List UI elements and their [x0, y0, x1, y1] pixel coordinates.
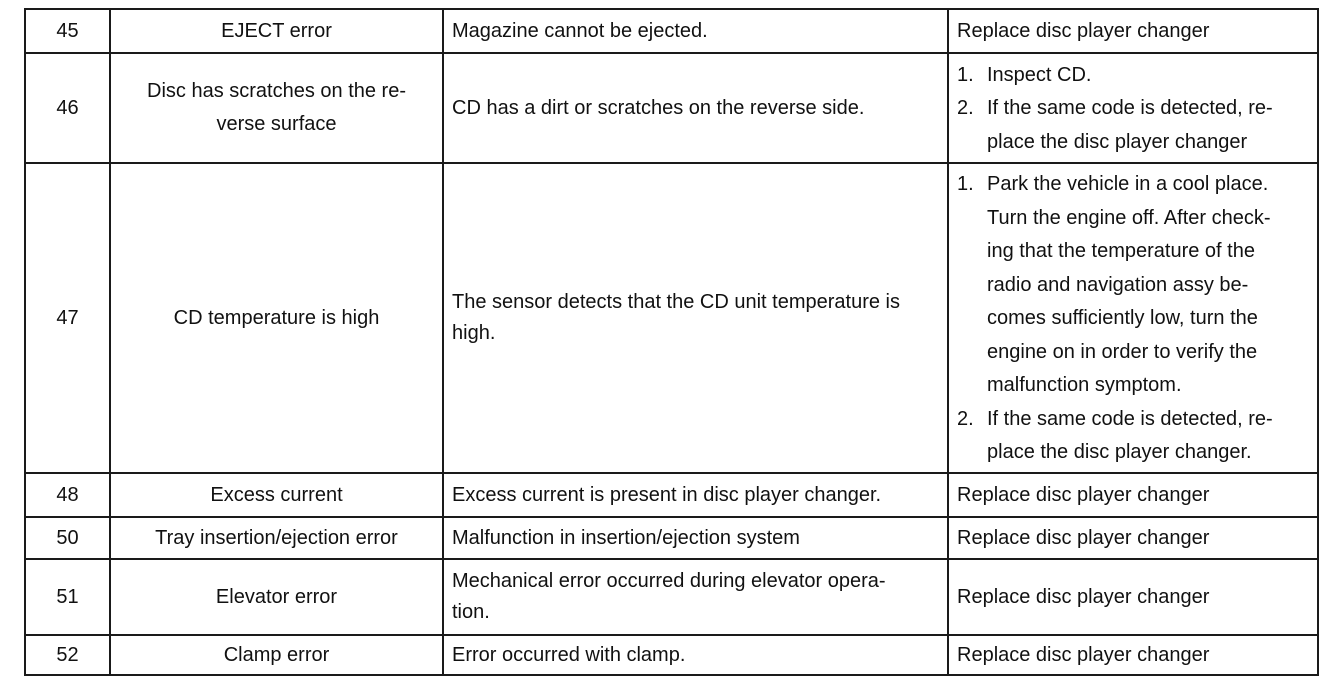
dtc-code: 45 — [25, 9, 110, 53]
step-text: If the same code is detected, re- place the disc player changer. — [987, 407, 1273, 464]
step-number: 1. — [957, 63, 974, 86]
action-steps — [957, 164, 1309, 472]
detection-detail: The sensor detects that the CD unit temperature is high. — [443, 163, 948, 473]
action-step — [957, 92, 1309, 159]
diagnosis-item-line: Disc has scratches on the re- — [147, 80, 406, 102]
detection-detail: Malfunction in insertion/ejection system — [443, 517, 948, 559]
dtc-table — [24, 8, 1319, 676]
table-row — [25, 9, 1318, 53]
action-step — [957, 168, 1309, 403]
step-number: 1. — [957, 173, 974, 196]
action-text: Replace disc player changer — [948, 635, 1318, 675]
dtc-code: 47 — [25, 163, 110, 473]
detection-detail-line: Mechanical error occurred during elevator opera- — [452, 570, 886, 592]
step-text-line: place the disc player changer — [987, 130, 1248, 153]
dtc-code: 50 — [25, 517, 110, 559]
diagnosis-item: Clamp error — [110, 635, 443, 675]
table-row — [25, 163, 1318, 473]
action-step — [957, 59, 1309, 93]
detection-detail — [443, 559, 948, 635]
step-number: 2. — [957, 97, 974, 120]
detection-detail: Excess current is present in disc player changer. — [443, 473, 948, 517]
diagnosis-item: EJECT error — [110, 9, 443, 53]
detection-detail-line: tion. — [452, 601, 490, 623]
diagnosis-item: Elevator error — [110, 559, 443, 635]
action-text: Replace disc player changer — [948, 559, 1318, 635]
diagnosis-item: Tray insertion/ejection error — [110, 517, 443, 559]
action-text: Replace disc player changer — [948, 9, 1318, 53]
action-text: Replace disc player changer — [948, 517, 1318, 559]
step-text: Inspect CD. — [987, 63, 1092, 86]
dtc-code: 48 — [25, 473, 110, 517]
table-row — [25, 635, 1318, 675]
action-text: Replace disc player changer — [948, 473, 1318, 517]
dtc-code: 51 — [25, 559, 110, 635]
detection-detail: Magazine cannot be ejected. — [443, 9, 948, 53]
step-number: 2. — [957, 407, 974, 430]
action-steps — [957, 55, 1309, 162]
step-text: Park the vehicle in a cool place. Turn the engine off. After check- ing that the temperature of the radio and navigation assy be- comes sufficiently low, turn the engine on in order to verify the malfunction symptom. — [987, 173, 1271, 397]
dtc-code: 52 — [25, 635, 110, 675]
action-steps-cell — [948, 163, 1318, 473]
table-row — [25, 559, 1318, 635]
diagnosis-item — [110, 53, 443, 163]
table-row — [25, 473, 1318, 517]
diagnosis-item-line: verse surface — [216, 113, 337, 135]
dtc-code: 46 — [25, 53, 110, 163]
table-row — [25, 517, 1318, 559]
action-steps-cell — [948, 53, 1318, 163]
step-text — [987, 92, 1309, 159]
action-step — [957, 403, 1309, 470]
step-text-line: If the same code is detected, re- — [987, 97, 1273, 120]
detection-detail: Error occurred with clamp. — [443, 635, 948, 675]
diagnosis-item: Excess current — [110, 473, 443, 517]
table-row — [25, 53, 1318, 163]
diagnosis-item: CD temperature is high — [110, 163, 443, 473]
detection-detail: CD has a dirt or scratches on the reverse side. — [443, 53, 948, 163]
